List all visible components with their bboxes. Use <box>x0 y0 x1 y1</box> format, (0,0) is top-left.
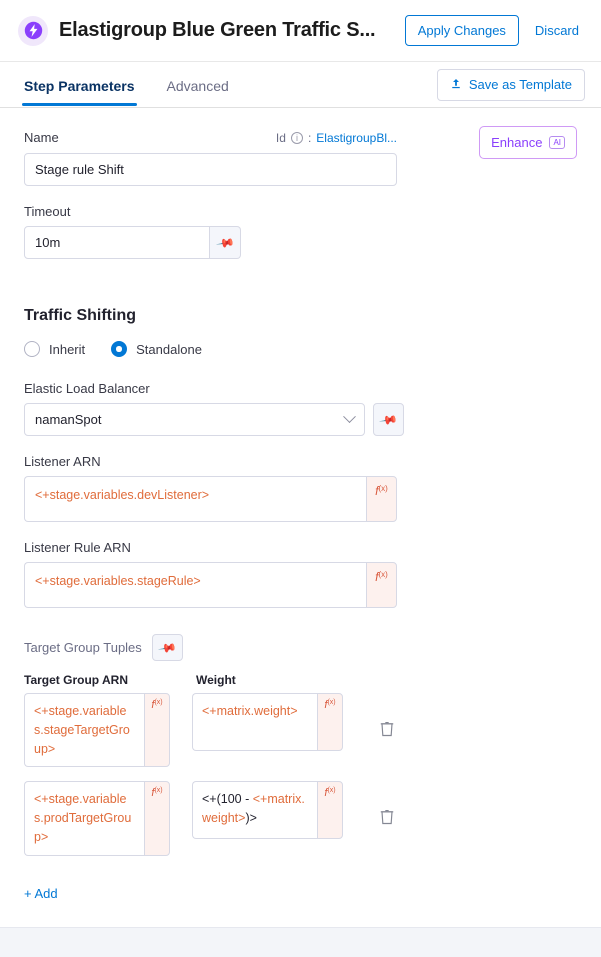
tab-advanced[interactable]: Advanced <box>166 77 229 94</box>
column-header-target-group-arn: Target Group ARN <box>24 673 128 687</box>
trash-icon[interactable] <box>377 717 397 739</box>
panel-body <box>0 108 601 957</box>
elastic-load-balancer-select[interactable] <box>24 403 365 436</box>
elastigroup-logo-icon <box>18 16 48 46</box>
fx-icon[interactable]: f $^{(x)}$ <box>144 781 170 855</box>
enhance-button[interactable] <box>479 126 577 159</box>
fx-icon[interactable]: f $^{(x)}$ <box>366 476 397 522</box>
target-group-tuples-header <box>24 634 577 661</box>
info-icon[interactable]: i <box>291 132 303 144</box>
listener-arn-label: Listener ARN <box>24 454 101 469</box>
timeout-input[interactable] <box>24 226 210 259</box>
weight-expression: <+matrix.weight> <box>202 792 305 825</box>
weight-prefix: <+(100 - <box>202 792 253 807</box>
target-group-tuples-label: Target Group Tuples <box>24 640 142 655</box>
footer-strip <box>0 927 601 957</box>
apply-changes-button[interactable]: Apply Changes <box>405 15 519 46</box>
tuple-column-headers <box>24 673 577 693</box>
elastic-load-balancer-value: namanSpot <box>35 412 102 427</box>
listener-rule-arn-label: Listener Rule ARN <box>24 540 131 555</box>
radio-inherit-label: Inherit <box>49 341 86 357</box>
table-row <box>24 781 577 855</box>
fx-icon[interactable]: f $^{(x)}$ <box>317 781 343 839</box>
weight-field <box>192 781 343 839</box>
listener-rule-arn-field <box>24 540 577 608</box>
add-tuple-button[interactable]: + Add <box>24 885 58 901</box>
name-label: Name <box>24 130 59 145</box>
ai-badge: AI <box>549 136 565 149</box>
save-as-template-label: Save as Template <box>468 77 572 92</box>
name-label-row <box>24 130 397 145</box>
target-group-arn-input[interactable]: <+stage.variables.prodTargetGroup> <box>24 781 144 855</box>
traffic-shifting-mode-group <box>24 341 577 357</box>
pin-icon[interactable]: 📌 <box>152 634 183 661</box>
id-separator: : <box>307 130 312 145</box>
save-as-template-button[interactable] <box>437 69 585 101</box>
radio-inherit[interactable] <box>24 341 85 357</box>
weight-field <box>192 693 343 751</box>
panel-header <box>0 0 601 62</box>
radio-standalone-circle[interactable] <box>111 341 127 357</box>
fx-icon[interactable]: f $^{(x)}$ <box>366 562 397 608</box>
target-group-arn-input[interactable]: <+stage.variables.stageTargetGroup> <box>24 693 144 767</box>
radio-standalone-label: Standalone <box>136 341 202 357</box>
timeout-label: Timeout <box>24 204 71 219</box>
fx-icon[interactable]: f $^{(x)}$ <box>144 693 170 767</box>
weight-suffix: )> <box>245 811 257 825</box>
chevron-down-icon <box>343 410 356 423</box>
elastic-load-balancer-label: Elastic Load Balancer <box>24 381 150 396</box>
radio-inherit-circle[interactable] <box>24 341 40 357</box>
id-label: Id <box>275 130 286 145</box>
listener-rule-arn-input[interactable]: <+stage.variables.stageRule> <box>24 562 366 608</box>
trash-icon[interactable] <box>377 805 397 827</box>
pin-icon[interactable]: 📌 <box>210 226 241 259</box>
step-id <box>276 131 397 145</box>
template-upload-icon <box>450 77 462 93</box>
fx-icon[interactable]: f $^{(x)}$ <box>317 693 343 751</box>
column-header-weight: Weight <box>196 673 236 687</box>
enhance-label: Enhance <box>491 135 543 150</box>
discard-button[interactable]: Discard <box>529 16 585 45</box>
listener-arn-input[interactable]: <+stage.variables.devListener> <box>24 476 366 522</box>
name-input[interactable] <box>24 153 397 186</box>
tab-bar <box>0 62 601 108</box>
weight-input[interactable]: <+matrix.weight> <box>192 693 317 751</box>
traffic-shifting-title: Traffic Shifting <box>24 307 136 324</box>
tab-step-parameters[interactable]: Step Parameters <box>22 65 137 105</box>
id-value[interactable]: ElastigroupBl... <box>316 130 397 145</box>
listener-arn-field <box>24 454 577 522</box>
elastic-load-balancer-field <box>24 381 577 436</box>
form-content <box>0 108 601 903</box>
table-row <box>24 693 577 767</box>
page-title: Elastigroup Blue Green Traffic S... <box>59 19 376 41</box>
radio-standalone[interactable] <box>111 341 202 357</box>
weight-input[interactable] <box>192 781 317 839</box>
target-group-arn-field <box>24 693 170 767</box>
pin-icon[interactable]: 📌 <box>373 403 404 436</box>
timeout-field <box>24 204 577 259</box>
target-group-arn-field <box>24 781 170 855</box>
